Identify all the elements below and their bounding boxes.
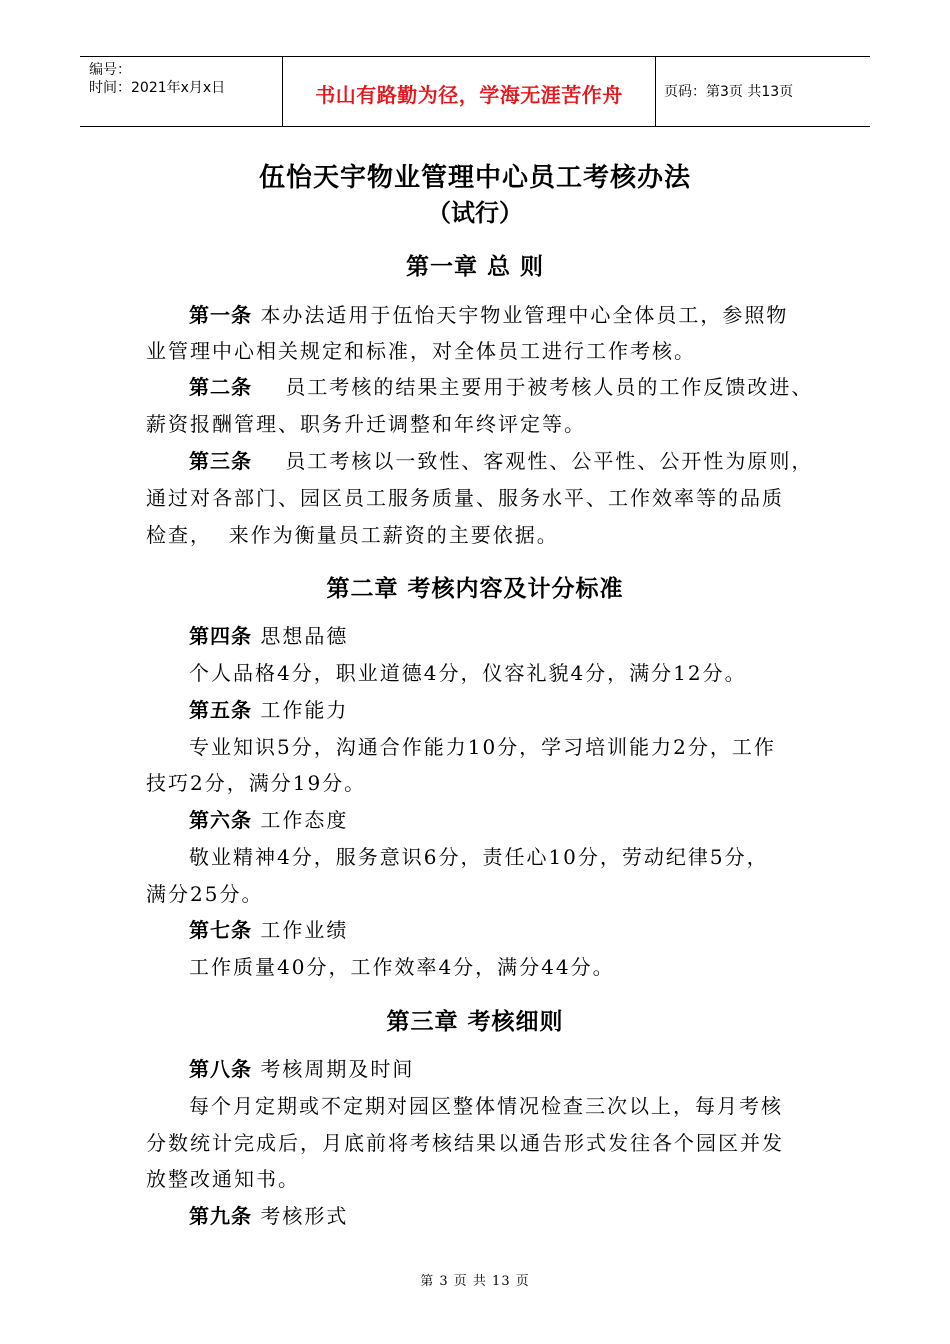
article-3-line-3: 检查， 来作为衡量员工薪资的主要依据。 [146, 523, 559, 547]
article-4-title: 思想品德 [252, 624, 349, 648]
article-1-line-1 [189, 302, 788, 328]
article-6-label: 第六条 [189, 808, 252, 832]
document-subtitle: （试行） [427, 199, 523, 227]
chapter-1-heading: 第一章 总 则 [405, 254, 544, 280]
article-9-heading [189, 1203, 348, 1229]
article-7-title: 工作业绩 [252, 918, 349, 942]
article-7-label: 第七条 [189, 918, 252, 942]
article-8-line-2: 分数统计完成后，月底前将考核结果以通告形式发往各个园区并发 [146, 1131, 784, 1155]
article-9-label: 第九条 [189, 1204, 252, 1228]
article-1-text-1: 本办法适用于伍怡天宇物业管理中心全体员工，参照物 [252, 303, 789, 327]
header-page-number: 页码：第3页 共13页 [664, 84, 794, 100]
chapter-2-heading: 第二章 考核内容及计分标准 [326, 576, 624, 602]
article-7-heading [189, 917, 348, 943]
article-4-heading [189, 623, 348, 649]
article-5-line-2: 技巧2分，满分19分。 [146, 771, 367, 795]
article-2-line-1 [189, 374, 813, 400]
article-6-line-1: 敬业精神4分，服务意识6分，责任心10分，劳动纪律5分， [189, 845, 769, 869]
article-8-label: 第八条 [189, 1057, 252, 1081]
article-4-label: 第四条 [189, 624, 252, 648]
doc-time-label: 时间：2021年x月x日 [89, 80, 226, 96]
article-2-label: 第二条 [189, 375, 252, 399]
article-7-line-1: 工作质量40分，工作效率4分，满分44分。 [189, 955, 615, 979]
article-3-label: 第三条 [189, 449, 252, 473]
article-5-label: 第五条 [189, 698, 252, 722]
page-footer: 第 3 页 共 13 页 [420, 1274, 530, 1289]
chapter-3-heading: 第三章 考核细则 [386, 1009, 564, 1035]
article-5-line-1: 专业知识5分，沟通合作能力10分，学习培训能力2分，工作 [189, 735, 776, 759]
article-2-text-1: 员工考核的结果主要用于被考核人员的工作反馈改进、 [252, 375, 814, 399]
article-3-line-2: 通过对各部门、园区员工服务质量、服务水平、工作效率等的品质 [146, 486, 784, 510]
doc-number-label: 编号： [89, 62, 131, 78]
article-9-title: 考核形式 [252, 1204, 349, 1228]
article-1-line-2: 业管理中心相关规定和标准，对全体员工进行工作考核。 [146, 339, 696, 363]
header-meta-cell [80, 57, 282, 126]
article-4-line-1: 个人品格4分，职业道德4分，仪容礼貌4分，满分12分。 [189, 661, 747, 685]
header-page-cell [655, 57, 870, 126]
document-title: 伍怡天宇物业管理中心员工考核办法 [258, 163, 691, 193]
article-8-heading [189, 1056, 414, 1082]
header-motto: 书山有路勤为径，学海无涯苦作舟 [315, 83, 623, 107]
article-6-line-2: 满分25分。 [146, 882, 264, 906]
article-2-line-2: 薪资报酬管理、职务升迁调整和年终评定等。 [146, 412, 586, 436]
article-1-label: 第一条 [189, 303, 252, 327]
article-6-title: 工作态度 [252, 808, 349, 832]
page-header [80, 56, 870, 127]
article-6-heading [189, 807, 348, 833]
article-8-line-1: 每个月定期或不定期对园区整体情况检查三次以上，每月考核 [189, 1094, 783, 1118]
article-5-heading [189, 697, 348, 723]
article-8-line-3: 放整改通知书。 [146, 1167, 300, 1191]
article-3-line-1 [189, 448, 813, 474]
article-8-title: 考核周期及时间 [252, 1057, 415, 1081]
article-3-text-1: 员工考核以一致性、客观性、公平性、公开性为原则， [252, 449, 814, 473]
article-5-title: 工作能力 [252, 698, 349, 722]
header-motto-cell [282, 57, 656, 126]
